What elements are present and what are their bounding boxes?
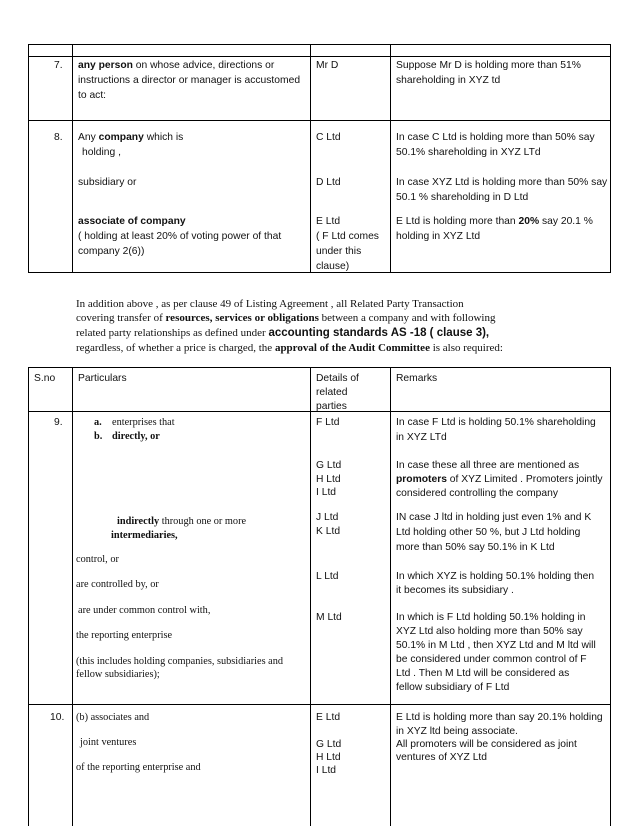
remarks-line: Ltd holding other 50 %, but J Ltd holding: [396, 527, 581, 538]
related-party: under this: [316, 246, 362, 257]
remarks-line: E Ltd is holding more than say 20.1% holding: [396, 712, 603, 723]
particulars-line: associate of company: [78, 216, 186, 227]
related-party: D Ltd: [316, 177, 341, 188]
particulars-line: directly, or: [112, 431, 160, 442]
row-number: 7.: [54, 60, 63, 71]
remarks-line: XYZ Ltd also holding more than 50% say: [396, 626, 583, 637]
remarks-line: more than 50% say 50.1% in K Ltd: [396, 542, 555, 553]
bold-term: indirectly: [117, 516, 160, 527]
table-border: [28, 704, 611, 705]
table-border: [28, 367, 29, 826]
particulars-line: [78, 131, 183, 144]
remarks-line: be considered under common control of F: [396, 654, 587, 665]
related-party: H Ltd: [316, 752, 341, 763]
related-party: H Ltd: [316, 474, 341, 485]
particulars-text: Any: [78, 132, 99, 143]
remarks-line: All promoters will be considered as joint: [396, 739, 577, 750]
table-border: [390, 367, 391, 826]
particulars-line: of the reporting enterprise and: [76, 762, 201, 773]
related-party: ( F Ltd comes: [316, 231, 379, 242]
particulars-line: joint ventures: [80, 737, 137, 748]
related-party: E Ltd: [316, 216, 341, 227]
remarks-line: Suppose Mr D is holding more than 51%: [396, 60, 581, 71]
remarks-line: fellow subsidiary of F Ltd: [396, 682, 510, 693]
particulars-line: [78, 59, 274, 72]
particulars-line: to act:: [78, 90, 107, 101]
remarks-line: holding in XYZ Ltd: [396, 231, 481, 242]
particulars-line: instructions a director or manager is accustomed: [78, 75, 301, 86]
paragraph-line: [76, 341, 503, 356]
particulars-text: on whose advice, directions or: [132, 60, 275, 71]
column-header-sno: S.no: [34, 373, 56, 384]
particulars-line: fellow subsidiaries);: [76, 669, 160, 680]
bold-term: 20%: [518, 216, 540, 227]
particulars-text: through one or more: [159, 516, 247, 527]
related-party: Mr D: [316, 60, 339, 71]
column-header-remarks: Remarks: [396, 373, 438, 384]
particulars-line: intermediaries,: [111, 530, 178, 541]
remarks-line: in XYZ LTd: [396, 432, 447, 443]
remarks-line: 50.1 % shareholding in D Ltd: [396, 192, 529, 203]
remarks-line: considered controlling the company: [396, 488, 558, 499]
remarks-line: In which XYZ is holding 50.1% holding then: [396, 571, 595, 582]
remarks-line: shareholding in XYZ td: [396, 75, 501, 86]
row-number: 10.: [50, 712, 65, 723]
table-border: [310, 367, 311, 826]
bold-term: company: [98, 132, 144, 143]
related-party: L Ltd: [316, 571, 339, 582]
remarks-text: E Ltd is holding more than: [396, 216, 519, 227]
remarks-line: 50.1% in M Ltd , then XYZ Ltd and M ltd will: [396, 640, 596, 651]
remarks-line: IN case J ltd in holding just even 1% and K: [396, 512, 592, 523]
particulars-text: which is: [143, 132, 184, 143]
related-party: J Ltd: [316, 512, 339, 523]
particulars-line: ( holding at least 20% of voting power of that: [78, 231, 282, 242]
table-border: [28, 44, 611, 45]
paragraph-line: In addition above , as per clause 49 of Listing Agreement , all Related Party Transaction: [76, 298, 464, 310]
remarks-line: In case C Ltd is holding more than 50% say: [396, 132, 595, 143]
remarks-text: of XYZ Limited . Promoters jointly: [446, 474, 603, 485]
particulars-line: control, or: [76, 554, 119, 565]
bold-term: promoters: [396, 474, 447, 485]
particulars-line: are controlled by, or: [76, 579, 159, 590]
paragraph-text: covering transfer of: [76, 312, 166, 324]
row-number: 8.: [54, 132, 63, 143]
particulars-line: (this includes holding companies, subsidiaries and: [76, 656, 284, 667]
remarks-text: say 20.1 %: [539, 216, 593, 227]
bold-term: any person: [78, 60, 133, 71]
table-border: [28, 44, 29, 273]
remarks-line: [396, 473, 603, 486]
paragraph-line: [76, 326, 489, 341]
paragraph-text: regardless, of whether a price is charged, the: [76, 342, 275, 354]
column-header-details: parties: [316, 401, 347, 412]
table-border: [28, 367, 611, 368]
paragraph-text: between a company and with following: [318, 312, 496, 324]
remarks-line: 50.1% shareholding in XYZ LTd: [396, 147, 541, 158]
column-header-particulars: Particulars: [78, 373, 127, 384]
table-border: [610, 367, 611, 826]
table-border: [310, 44, 311, 273]
paragraph-text: is also required:: [429, 342, 503, 354]
remarks-line: In which is F Ltd holding 50.1% holding in: [396, 612, 586, 623]
table-border: [610, 44, 611, 273]
related-party: E Ltd: [316, 712, 341, 723]
column-header-details: Details of: [316, 373, 359, 384]
table-border: [72, 367, 73, 826]
bold-term: resources, services or obligations: [165, 312, 319, 324]
particulars-line: are under common control with,: [78, 605, 211, 616]
table-border: [28, 56, 611, 57]
related-party: G Ltd: [316, 739, 342, 750]
remarks-line: [396, 215, 593, 228]
particulars-line: holding ,: [82, 147, 121, 158]
related-party: K Ltd: [316, 526, 341, 537]
remarks-line: Ltd . Then M Ltd will be considered as: [396, 668, 570, 679]
list-marker: a.: [94, 417, 102, 428]
bold-term: approval of the Audit Committee: [274, 342, 430, 354]
particulars-line: subsidiary or: [78, 177, 137, 188]
related-party: clause): [316, 261, 350, 272]
related-party: I Ltd: [316, 765, 337, 776]
particulars-line: [117, 515, 246, 528]
particulars-line: the reporting enterprise: [76, 630, 173, 641]
particulars-line: enterprises that: [112, 417, 175, 428]
table-border: [390, 44, 391, 273]
table-border: [28, 120, 611, 121]
remarks-line: In case XYZ Ltd is holding more than 50% say: [396, 177, 608, 188]
related-party: G Ltd: [316, 460, 342, 471]
remarks-line: it becomes its subsidiary .: [396, 585, 514, 596]
remarks-line: In case these all three are mentioned as: [396, 460, 580, 471]
remarks-line: in XYZ ltd being associate.: [396, 726, 518, 737]
paragraph-text: related party relationships as defined under: [76, 327, 269, 339]
particulars-line: (b) associates and: [76, 712, 150, 723]
related-party: I Ltd: [316, 487, 337, 498]
related-party: C Ltd: [316, 132, 341, 143]
bold-term: accounting standards AS -18 ( clause 3),: [268, 327, 490, 339]
related-party: M Ltd: [316, 612, 342, 623]
remarks-line: In case F Ltd is holding 50.1% shareholding: [396, 417, 596, 428]
table-border: [72, 44, 73, 273]
column-header-details: related: [316, 387, 348, 398]
row-number: 9.: [54, 417, 63, 428]
related-party: F Ltd: [316, 417, 340, 428]
paragraph-line: [76, 311, 495, 326]
list-marker: b.: [94, 431, 103, 442]
remarks-line: ventures of XYZ Ltd: [396, 752, 488, 763]
particulars-line: company 2(6)): [78, 246, 145, 257]
